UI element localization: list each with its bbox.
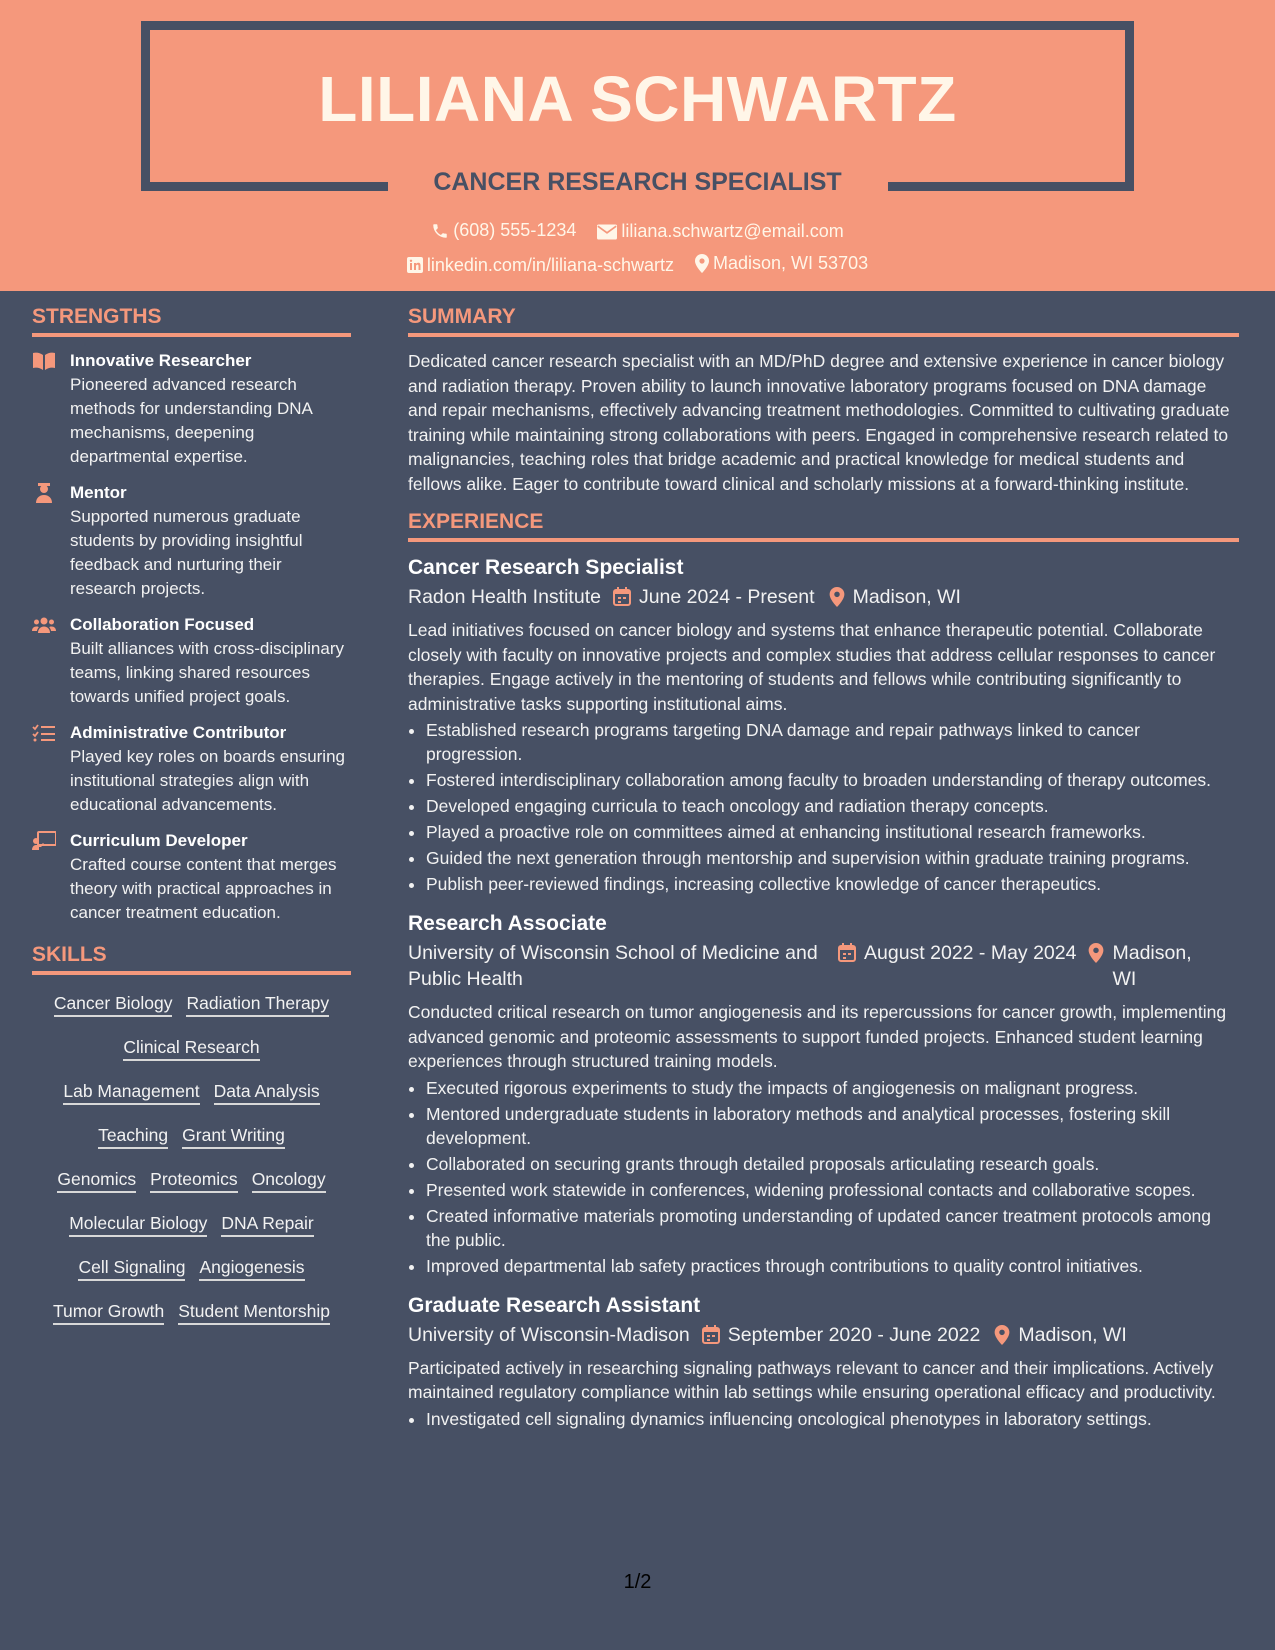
users-icon xyxy=(32,615,56,635)
job-title: Graduate Research Assistant xyxy=(408,1293,701,1317)
skill-tag: Cancer Biology xyxy=(54,993,173,1017)
skill-tag: Student Mentorship xyxy=(178,1301,330,1325)
right-column xyxy=(408,305,1239,1445)
job-title: Cancer Research Specialist xyxy=(408,556,684,579)
resume-header xyxy=(0,0,1275,291)
summary-heading: SUMMARY xyxy=(408,305,1239,337)
skill-tag: Cell Signaling xyxy=(78,1257,185,1281)
calendar-icon xyxy=(613,587,631,606)
job-description: Conducted critical research on tumor angiogenesis and its repercussions for cancer growth, implementing advanced genomic and proteomic assessments to support funded projects. Enhanced student learning experiences through structured training models. xyxy=(408,1002,1227,1071)
strength-desc: Pioneered advanced research methods for understanding DNA mechanisms, deepening departmental expertise. xyxy=(70,375,312,466)
job-bullet: • Created informative materials promoting understanding of updated cancer treatment protocols among the public. xyxy=(426,1204,1239,1252)
job-dates xyxy=(702,1322,981,1348)
job-location-text: Madison, WI xyxy=(852,586,961,608)
skill-tag: Genomics xyxy=(57,1169,136,1193)
contact-row-1 xyxy=(0,220,1275,245)
list-check-icon xyxy=(32,723,56,743)
phone-icon xyxy=(431,222,449,240)
skill-tag: DNA Repair xyxy=(221,1213,313,1237)
candidate-title: CANCER RESEARCH SPECIALIST xyxy=(433,168,842,196)
experience-entry xyxy=(408,554,1239,896)
linkedin-text: linkedin.com/in/liliana-schwartz xyxy=(426,254,674,275)
strength-desc: Supported numerous graduate students by providing insightful feedback and nurturing their research projects. xyxy=(70,507,303,598)
skill-tag: Proteomics xyxy=(150,1169,238,1193)
email-contact[interactable] xyxy=(597,221,843,242)
strength-item xyxy=(32,829,351,925)
job-bullet: • Collaborated on securing grants through detailed proposals articulating research goals. xyxy=(426,1152,1239,1176)
skill-tag: Grant Writing xyxy=(182,1125,285,1149)
map-marker-icon xyxy=(695,254,709,273)
skill-tag: Radiation Therapy xyxy=(186,993,329,1017)
graduation-cap-icon xyxy=(32,483,56,503)
book-open-icon xyxy=(32,351,56,371)
phone-contact[interactable] xyxy=(431,220,576,241)
job-dates xyxy=(838,940,1076,992)
skill-tag: Data Analysis xyxy=(214,1081,320,1105)
job-description: Participated actively in researching signaling pathways relevant to cancer and their implications. Actively maintained regulatory compliance within lab settings while ensuring operational efficacy and productivity. xyxy=(408,1357,1216,1402)
chalkboard-teacher-icon xyxy=(32,831,56,851)
experience-entry xyxy=(408,1292,1239,1431)
job-bullet: • Fostered interdisciplinary collaboration among faculty to broaden understanding of therapy outcomes. xyxy=(426,768,1239,792)
job-bullet: • Investigated cell signaling dynamics influencing oncological phenotypes in laboratory settings. xyxy=(426,1407,1239,1431)
experience-entry xyxy=(408,910,1239,1278)
map-marker-icon xyxy=(1088,943,1104,963)
job-dates xyxy=(613,584,815,610)
job-bullet: • Played a proactive role on committees aimed at enhancing institutional research frameworks. xyxy=(426,820,1239,844)
page-number: 1/2 xyxy=(623,1571,652,1593)
job-bullets xyxy=(426,1076,1239,1278)
skill-tag: Clinical Research xyxy=(123,1037,259,1061)
map-marker-icon xyxy=(994,1325,1010,1345)
calendar-icon xyxy=(702,1325,720,1344)
job-bullet: • Developed engaging curricula to teach oncology and radiation therapy concepts. xyxy=(426,794,1239,818)
location-contact xyxy=(695,253,868,274)
job-location-text: Madison, WI xyxy=(1112,942,1192,990)
skill-tag: Oncology xyxy=(252,1169,326,1193)
strength-item xyxy=(32,481,351,601)
job-meta xyxy=(408,584,1239,610)
job-org: University of Wisconsin School of Medicine and Public Health xyxy=(408,942,818,990)
job-location-text: Madison, WI xyxy=(1018,1323,1127,1346)
location-text: Madison, WI 53703 xyxy=(713,253,869,273)
strength-item xyxy=(32,613,351,709)
strength-name: Curriculum Developer xyxy=(70,831,248,850)
left-column xyxy=(32,305,351,1339)
strength-desc: Crafted course content that merges theory with practical approaches in cancer treatment education. xyxy=(70,855,337,922)
job-location xyxy=(1088,940,1208,992)
strength-desc: Built alliances with cross-disciplinary teams, linking shared resources towards unified project goals. xyxy=(70,639,344,706)
job-bullet: • Publish peer-reviewed findings, increasing collective knowledge of cancer therapeutics. xyxy=(426,872,1239,896)
job-bullets xyxy=(426,718,1239,896)
job-bullets xyxy=(426,1407,1239,1431)
calendar-icon xyxy=(838,943,856,962)
strength-item xyxy=(32,349,351,469)
job-dates-text: June 2024 - Present xyxy=(638,586,815,608)
skill-tag: Teaching xyxy=(98,1125,168,1149)
strength-item xyxy=(32,721,351,817)
job-meta xyxy=(408,940,1239,992)
strengths-heading: STRENGTHS xyxy=(32,305,351,337)
job-bullet: • Established research programs targeting DNA damage and repair pathways linked to cancer progression. xyxy=(426,718,1239,766)
strength-name: Innovative Researcher xyxy=(70,351,252,370)
skill-tag: Angiogenesis xyxy=(199,1257,304,1281)
contact-row-2 xyxy=(0,253,1275,278)
envelope-icon xyxy=(597,224,617,240)
linkedin-icon xyxy=(407,257,423,273)
job-description: Lead initiatives focused on cancer biology and systems that enhance therapeutic potential. Collaborate closely with faculty on innovative projects and complex studies that address cellular responses to cancer therapies. Engage actively in the mentoring of students and fellows while contributing significantly to administrative tasks supporting institutional aims. xyxy=(408,620,1216,714)
skills-list xyxy=(32,987,351,1339)
job-dates-text: August 2022 - May 2024 xyxy=(864,942,1077,964)
job-bullet: • Executed rigorous experiments to study the impacts of angiogenesis on malignant progress. xyxy=(426,1076,1239,1100)
strength-name: Mentor xyxy=(70,483,127,502)
strength-name: Collaboration Focused xyxy=(70,615,255,634)
phone-text: (608) 555-1234 xyxy=(453,220,577,240)
candidate-name: LILIANA SCHWARTZ xyxy=(318,63,957,135)
strength-name: Administrative Contributor xyxy=(70,723,287,742)
skill-tag: Molecular Biology xyxy=(69,1213,207,1237)
job-meta xyxy=(408,1322,1239,1348)
job-org: University of Wisconsin-Madison xyxy=(408,1323,690,1346)
job-bullet: • Guided the next generation through mentorship and supervision within graduate training programs. xyxy=(426,846,1239,870)
job-dates-text: September 2020 - June 2022 xyxy=(727,1323,981,1346)
job-title: Research Associate xyxy=(408,912,607,935)
job-org: Radon Health Institute xyxy=(408,586,601,608)
skill-tag: Lab Management xyxy=(63,1081,199,1105)
experience-heading: EXPERIENCE xyxy=(408,510,1239,542)
strength-desc: Played key roles on boards ensuring institutional strategies align with educational advancements. xyxy=(70,747,345,814)
skills-heading: SKILLS xyxy=(32,943,351,975)
job-bullet: • Presented work statewide in conferences, widening professional contacts and collaborative scopes. xyxy=(426,1178,1239,1202)
map-marker-icon xyxy=(829,587,845,607)
linkedin-contact[interactable] xyxy=(407,255,674,276)
job-bullet: • Improved departmental lab safety practices through contributions to quality control initiatives. xyxy=(426,1254,1239,1278)
skill-tag: Tumor Growth xyxy=(53,1301,164,1325)
job-location xyxy=(994,1322,1126,1348)
summary-text: Dedicated cancer research specialist with an MD/PhD degree and extensive experience in cancer biology and radiation therapy. Proven ability to launch innovative laboratory programs focused on DNA damage and repair mechanisms, effectively advancing treatment methodologies. Committed to cultivating graduate training while maintaining strong collaborations with peers. Engaged in comprehensive research related to malignancies, teaching roles that bridge academic and practical knowledge for medical students and fellows alike. Eager to contribute toward clinical and scholarly missions at a forward-thinking institute. xyxy=(408,351,1230,494)
job-bullet: • Mentored undergraduate students in laboratory methods and analytical processes, fostering skill development. xyxy=(426,1102,1239,1150)
job-location xyxy=(829,584,961,610)
email-text: liliana.schwartz@email.com xyxy=(621,221,844,241)
